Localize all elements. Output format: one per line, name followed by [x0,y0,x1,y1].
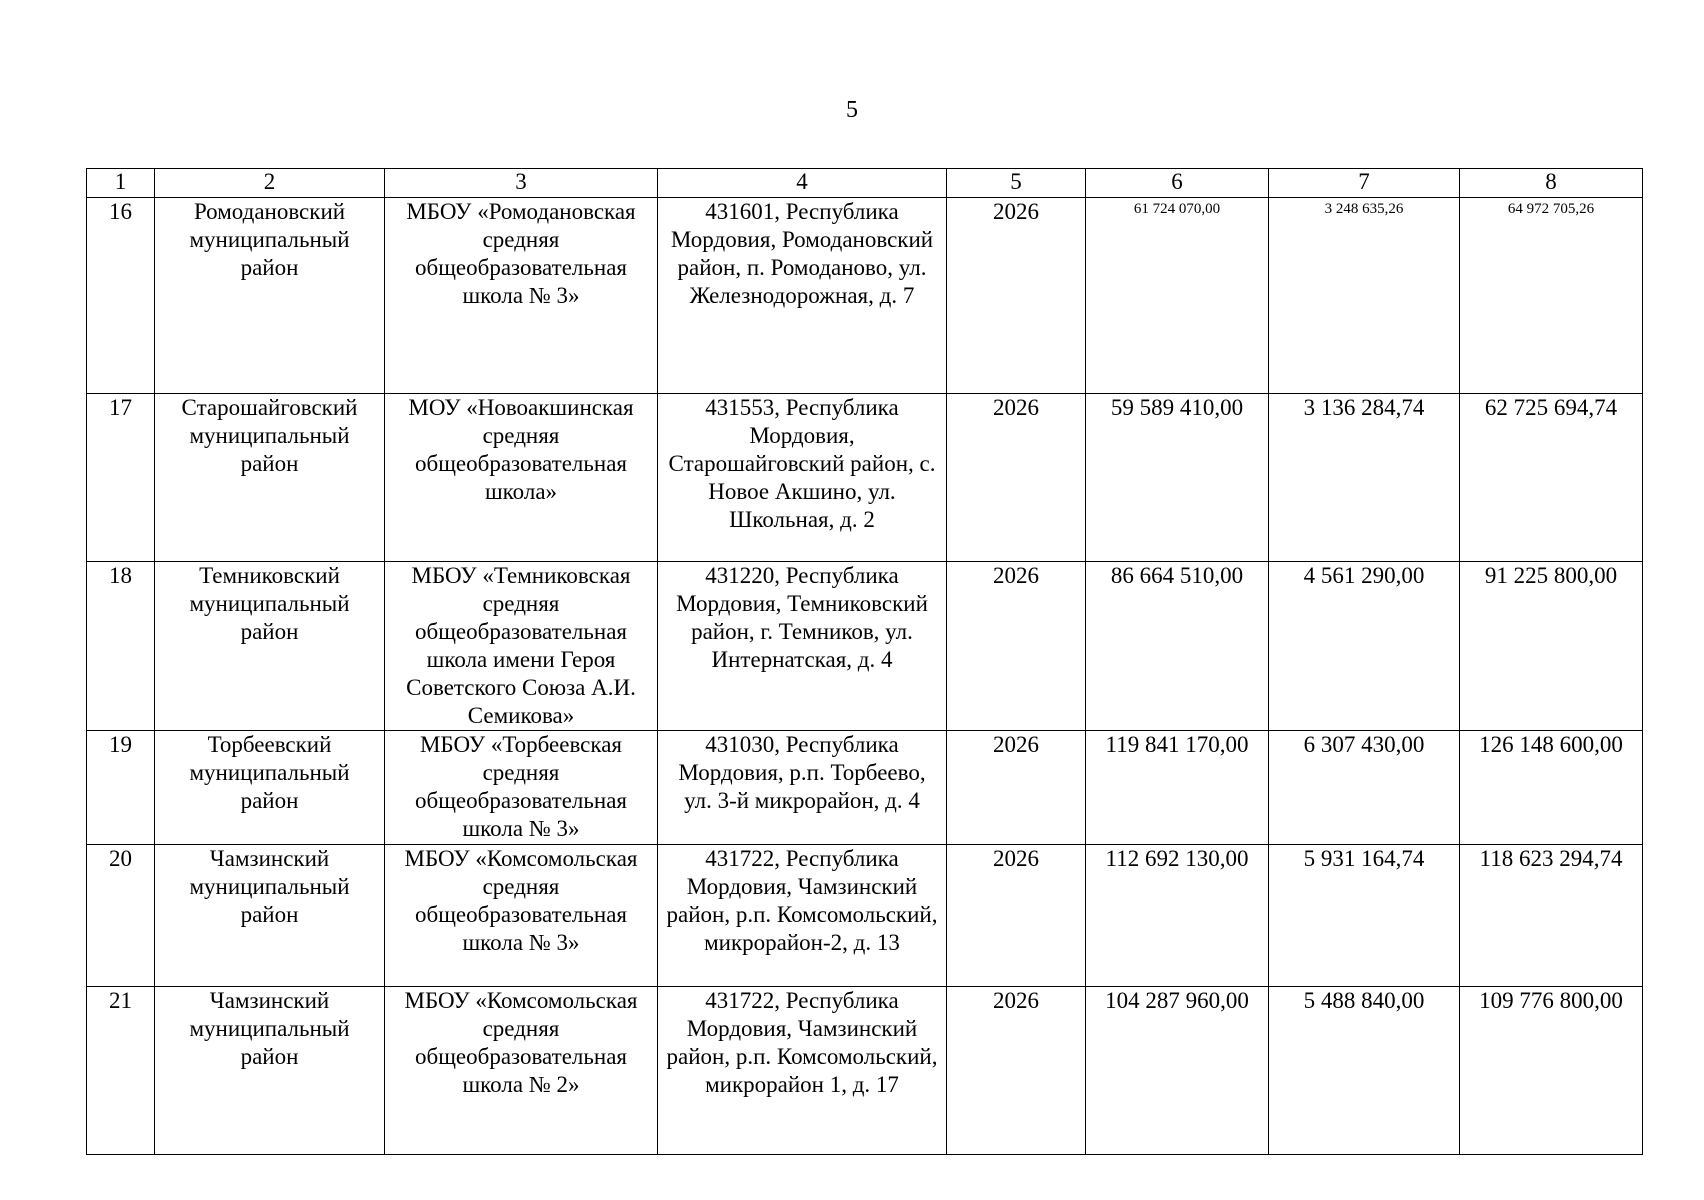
year-cell: 2026 [947,845,1086,987]
year-cell: 2026 [947,394,1086,562]
header-cell-4: 4 [658,169,947,198]
municipality-cell: Торбеевский муниципальный район [155,731,385,845]
school-name-cell: МБОУ «Комсомольская средняя общеобразовательная школа № 2» [385,987,658,1155]
amount-col6-cell: 59 589 410,00 [1086,394,1269,562]
amount-col6-cell: 61 724 070,00 [1086,198,1269,394]
amount-col6-cell: 112 692 130,00 [1086,845,1269,987]
municipality-cell: Старошайговский муниципальный район [155,394,385,562]
year-cell: 2026 [947,987,1086,1155]
address-cell: 431722, Республика Мордовия, Чамзинский район, р.п. Комсомольский, микрорайон-2, д. 13 [658,845,947,987]
header-cell-3: 3 [385,169,658,198]
table-row [87,562,1643,731]
amount-col7-cell: 3 136 284,74 [1269,394,1460,562]
amount-col6-cell: 104 287 960,00 [1086,987,1269,1155]
table-row [87,845,1643,987]
header-cell-5: 5 [947,169,1086,198]
school-name-cell: МБОУ «Комсомольская средняя общеобразовательная школа № 3» [385,845,658,987]
amount-col6-cell: 119 841 170,00 [1086,731,1269,845]
table-row [87,198,1643,394]
row-number: 21 [87,987,155,1155]
year-cell: 2026 [947,731,1086,845]
municipality-cell: Темниковский муниципальный район [155,562,385,731]
address-cell: 431722, Республика Мордовия, Чамзинский район, р.п. Комсомольский, микрорайон 1, д. 17 [658,987,947,1155]
row-number: 20 [87,845,155,987]
amount-col7-cell: 3 248 635,26 [1269,198,1460,394]
header-cell-7: 7 [1269,169,1460,198]
amount-col7-cell: 4 561 290,00 [1269,562,1460,731]
school-name-cell: МБОУ «Темниковская средняя общеобразовательная школа имени Героя Советского Союза А.И. Семикова» [385,562,658,731]
amount-total-cell: 118 623 294,74 [1460,845,1643,987]
header-cell-1: 1 [87,169,155,198]
address-cell: 431220, Республика Мордовия, Темниковский район, г. Темников, ул. Интернатская, д. 4 [658,562,947,731]
table-row [87,987,1643,1155]
school-name-cell: МБОУ «Ромодановская средняя общеобразовательная школа № 3» [385,198,658,394]
address-cell: 431030, Республика Мордовия, р.п. Торбеево, ул. 3-й микрорайон, д. 4 [658,731,947,845]
header-cell-8: 8 [1460,169,1643,198]
amount-col6-cell: 86 664 510,00 [1086,562,1269,731]
amount-total-cell: 126 148 600,00 [1460,731,1643,845]
amount-col7-cell: 5 488 840,00 [1269,987,1460,1155]
municipality-cell: Ромодановский муниципальный район [155,198,385,394]
address-cell: 431553, Республика Мордовия, Старошайговский район, с. Новое Акшино, ул. Школьная, д. 2 [658,394,947,562]
row-number: 19 [87,731,155,845]
table-row [87,394,1643,562]
amount-total-cell: 62 725 694,74 [1460,394,1643,562]
amount-col7-cell: 6 307 430,00 [1269,731,1460,845]
table-header-row [87,169,1643,198]
year-cell: 2026 [947,562,1086,731]
year-cell: 2026 [947,198,1086,394]
row-number: 18 [87,562,155,731]
municipality-cell: Чамзинский муниципальный район [155,845,385,987]
address-cell: 431601, Республика Мордовия, Ромодановский район, п. Ромоданово, ул. Железнодорожная, д. 7 [658,198,947,394]
row-number: 17 [87,394,155,562]
school-name-cell: МОУ «Новоакшинская средняя общеобразовательная школа» [385,394,658,562]
municipality-cell: Чамзинский муниципальный район [155,987,385,1155]
amount-col7-cell: 5 931 164,74 [1269,845,1460,987]
amount-total-cell: 109 776 800,00 [1460,987,1643,1155]
header-cell-6: 6 [1086,169,1269,198]
row-number: 16 [87,198,155,394]
page-number: 5 [846,97,858,123]
table-row [87,731,1643,845]
amount-total-cell: 64 972 705,26 [1460,198,1643,394]
school-name-cell: МБОУ «Торбеевская средняя общеобразовательная школа № 3» [385,731,658,845]
amount-total-cell: 91 225 800,00 [1460,562,1643,731]
data-table [86,168,1643,1155]
header-cell-2: 2 [155,169,385,198]
